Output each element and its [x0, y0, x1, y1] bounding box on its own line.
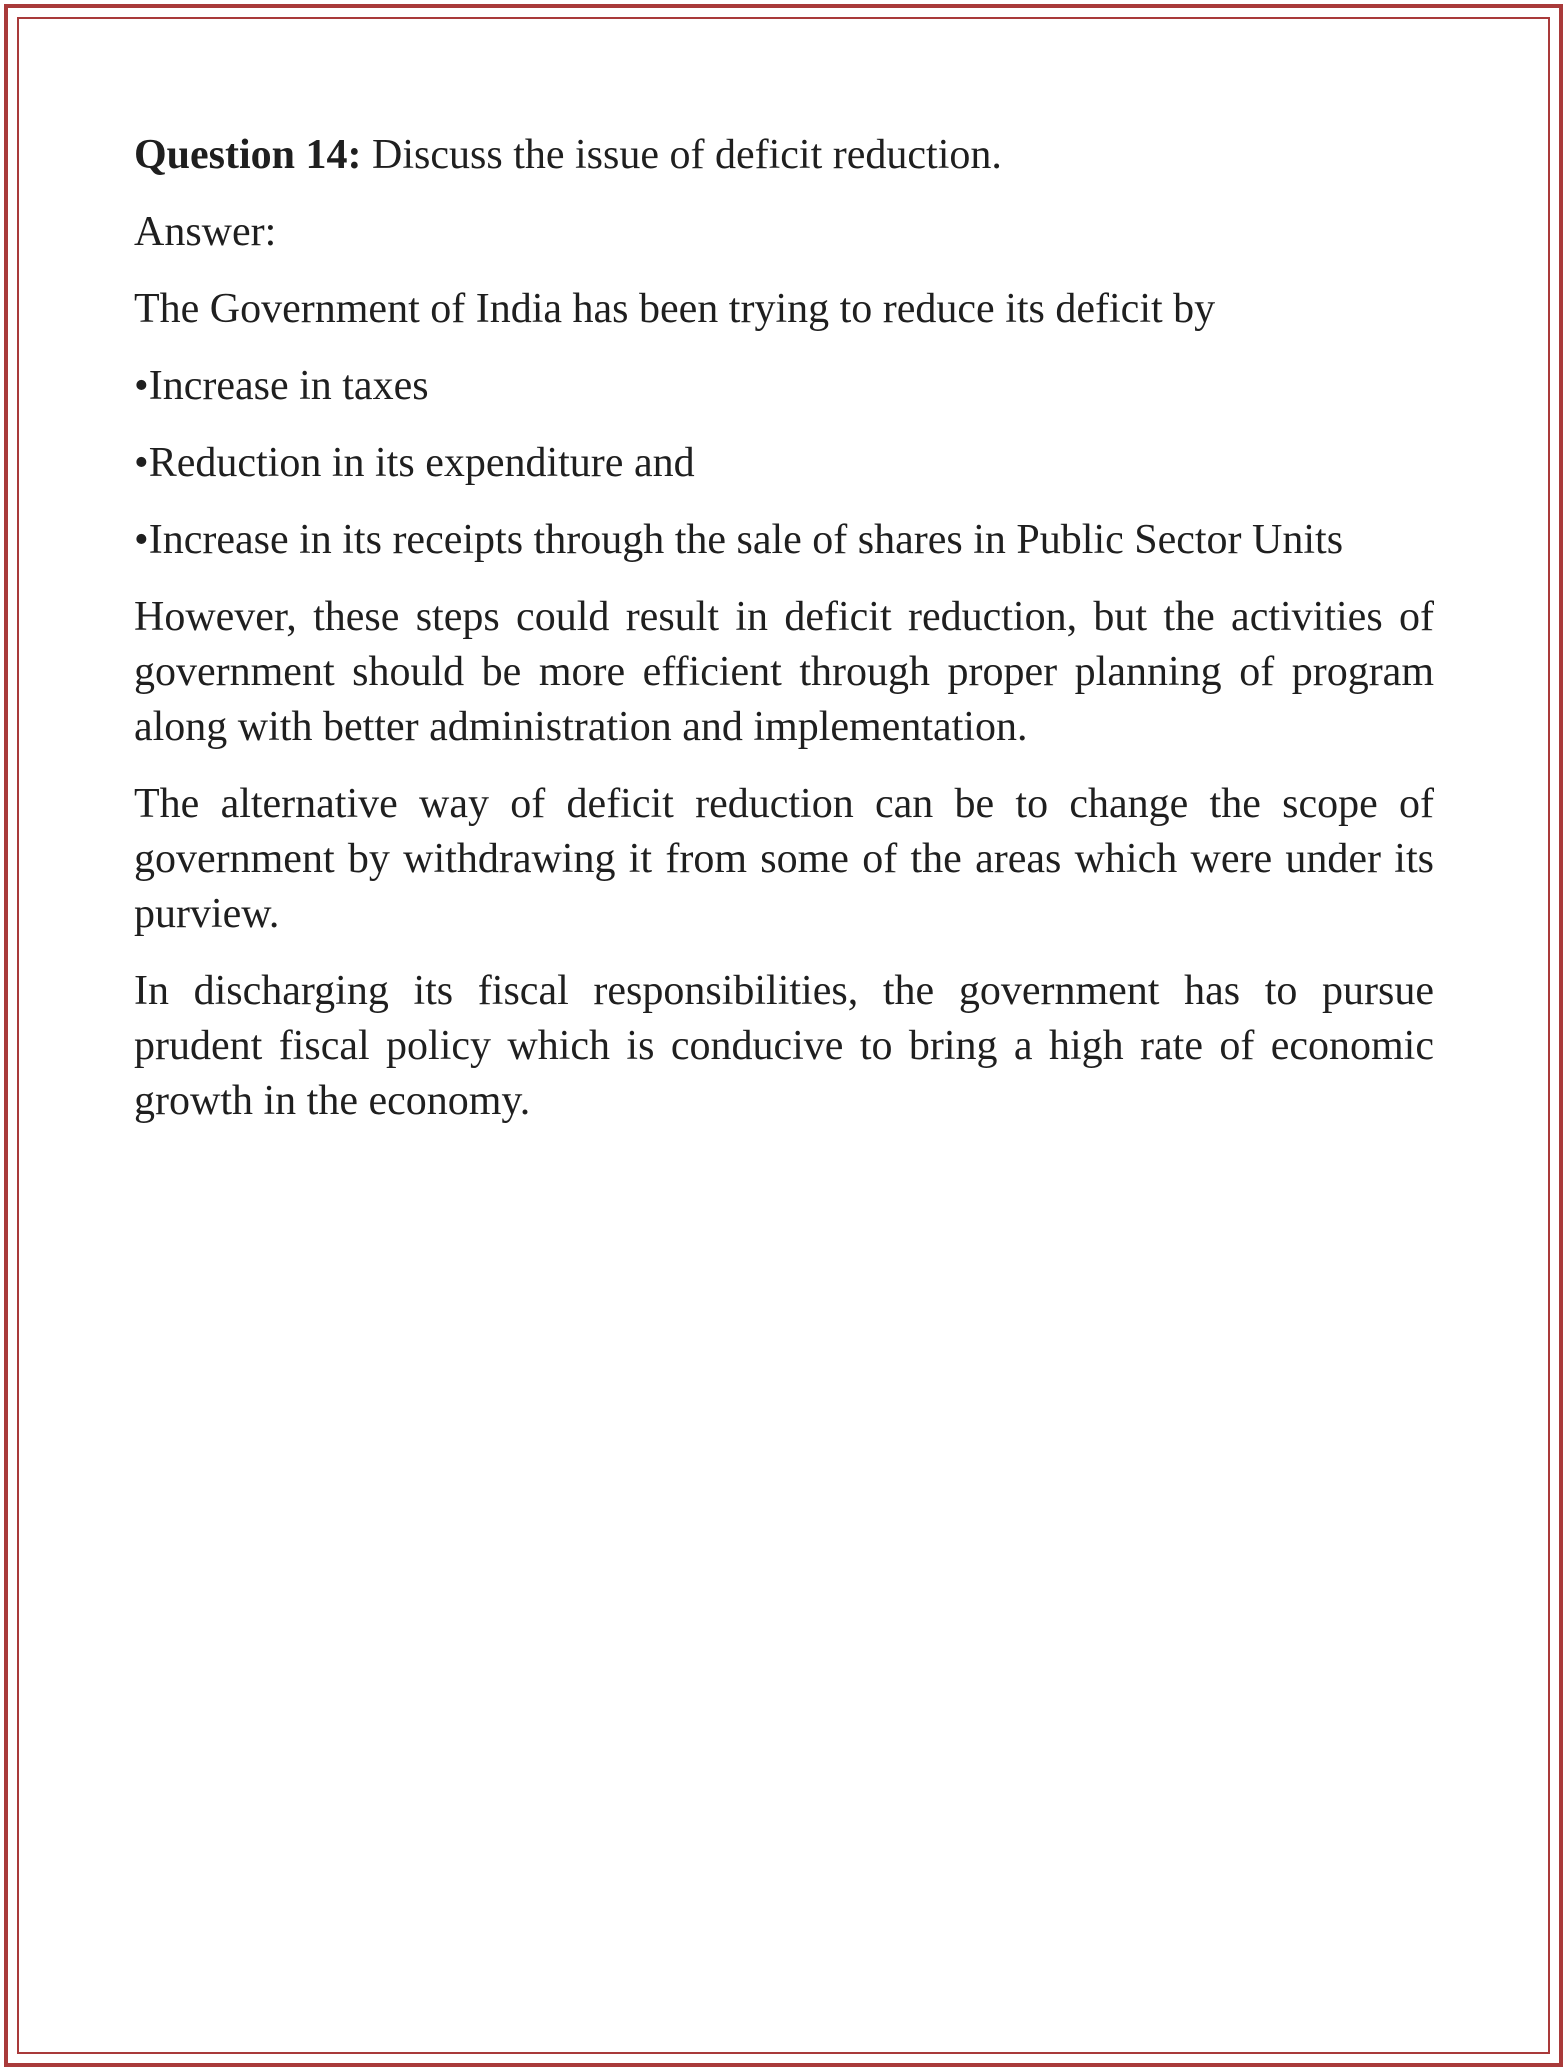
bullet-item: •Reduction in its expenditure and	[134, 440, 695, 486]
question-text: Discuss the issue of deficit reduction.	[361, 132, 1002, 178]
question-label: Question 14:	[134, 132, 362, 178]
intro-text: The Government of India has been trying to reduce its deficit by	[134, 286, 1216, 332]
bullet-item: •Increase in its receipts through the sale of shares in Public Sector Units	[134, 517, 1344, 563]
paragraph: The alternative way of deficit reduction can be to change the scope of government by withdrawing it from some of the areas which were under its purview.	[134, 781, 1434, 937]
document-content	[134, 128, 1434, 1151]
bullet-item: •Increase in taxes	[134, 363, 429, 409]
question-heading	[134, 128, 1434, 183]
paragraph: However, these steps could result in deficit reduction, but the activities of government should be more efficient through proper planning of program along with better administration and implementation.	[134, 594, 1434, 750]
paragraph: In discharging its fiscal responsibilities, the government has to pursue prudent fiscal policy which is conducive to bring a high rate of economic growth in the economy.	[134, 968, 1434, 1124]
answer-label: Answer:	[134, 209, 277, 255]
